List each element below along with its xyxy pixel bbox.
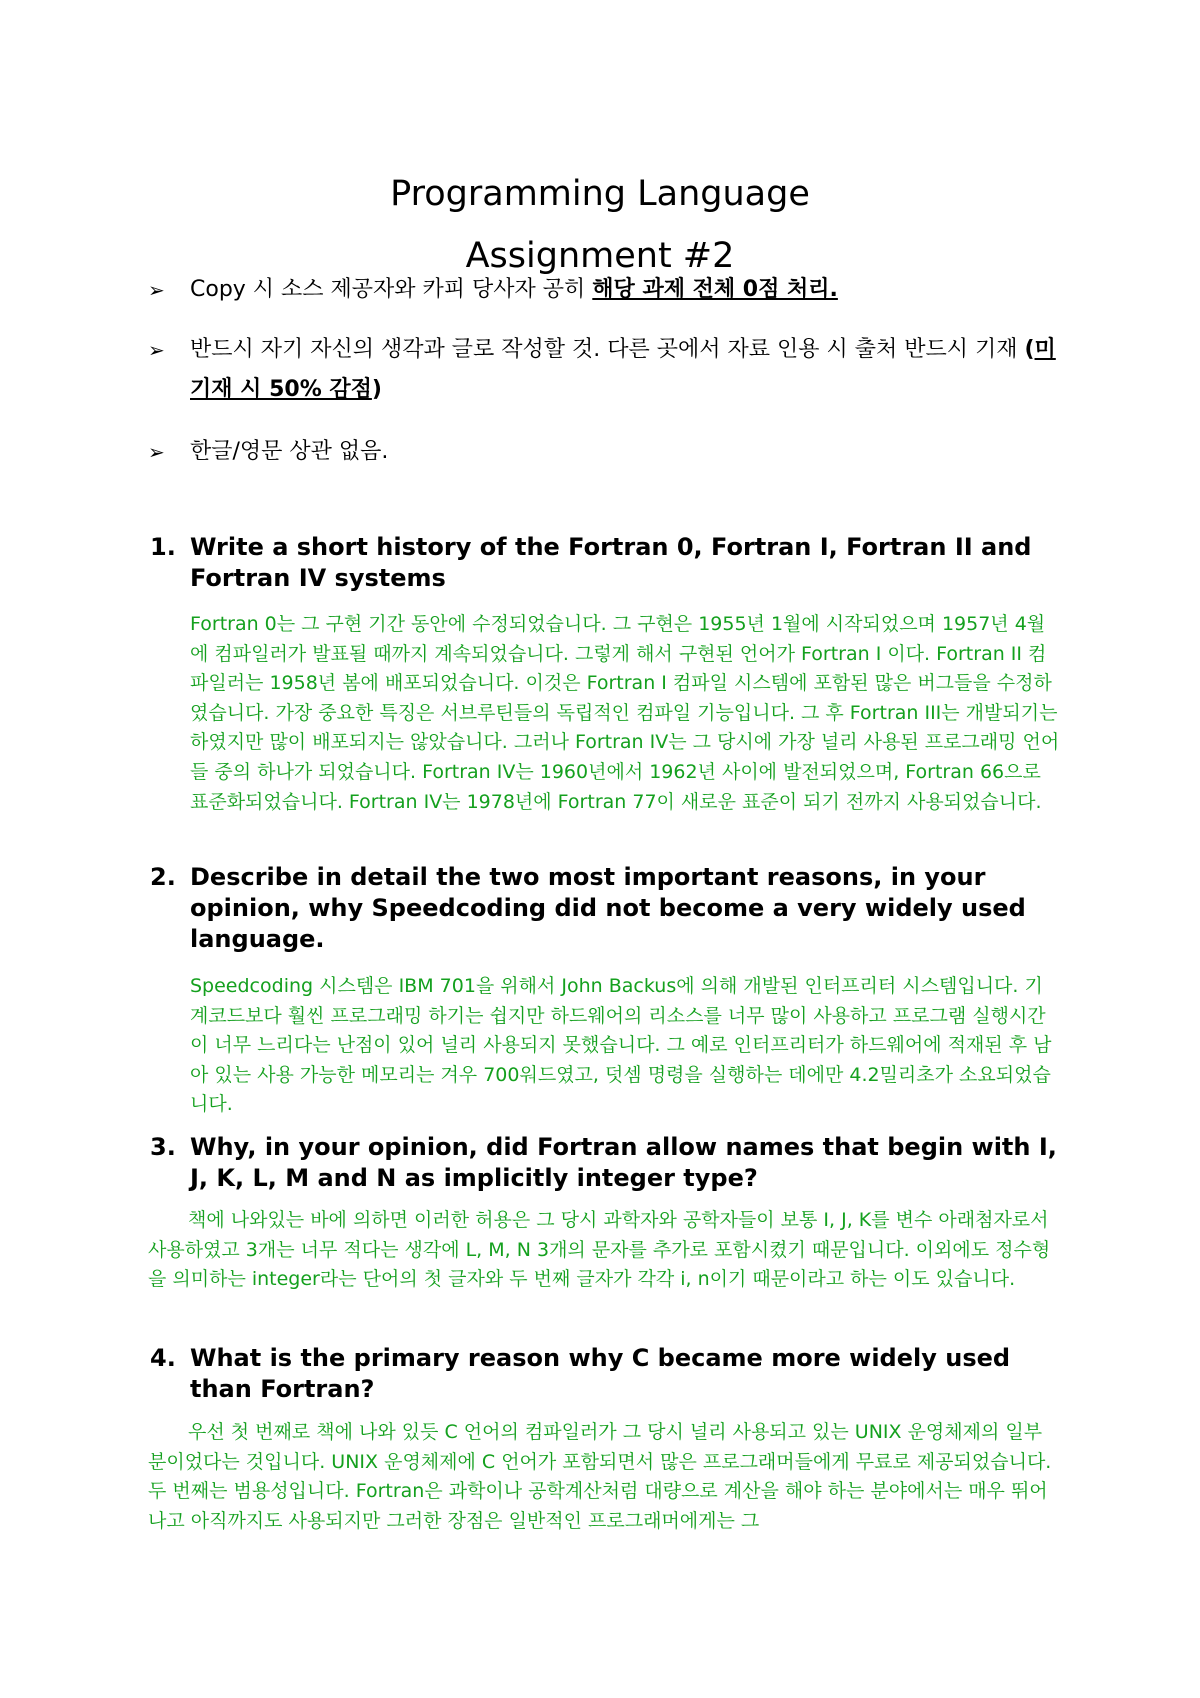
question-text: What is the primary reason why C became more widely used than Fortran? <box>190 1344 1011 1403</box>
answer-1: Fortran 0는 그 구현 기간 동안에 수정되었습니다. 그 구현은 1955년 1월에 시작되었으며 1957년 4월에 컴파일러가 발표될 때까지 계속되었습니다. 그렇게 해서 구현된 언어가 Fortran I 이다. Fortran II 컴파일러는 1958년 봄에 배포되었습니다. 이것은 Fortran I 컴파일 시스템에 포함된 많은 버그들을 수정하였습니다. 가장 중요한 특징은 서브루틴들의 독립적인 컴파일 기능입니다. 그 후 Fortran III는 개발되기는 하였지만 많이 배포되지는 않았습니다. 그러나 Fortran IV는 그 당시에 가장 널리 사용된 프로그래밍 언어들 중의 하나가 되었습니다. Fortran IV는 1960년에서 1962년 사이에 발전되었으며, Fortran 66으로 표준화되었습니다. Fortran IV는 1978년에 Fortran 77이 새로운 표준이 되기 전까지 사용되었습니다. <box>190 613 1060 813</box>
document-subtitle: Assignment #2 <box>465 236 735 276</box>
rule-text: 한글/영문 상관 없음. <box>190 439 389 464</box>
question-text: Write a short history of the Fortran 0, Fortran I, Fortran II and Fortran IV systems <box>190 533 1032 592</box>
question-text: Why, in your opinion, did Fortran allow names that begin with I, J, K, L, M and N as implicitly integer type? <box>190 1133 1057 1192</box>
rule-text: 반드시 자기 자신의 생각과 글로 작성할 것. 다른 곳에서 자료 인용 시 출처 반드시 기재 (미기재 시 50% 감점) <box>190 337 1056 402</box>
arrow-bullet-icon: ➢ <box>148 338 165 362</box>
document-title: Programming Language <box>390 174 810 214</box>
question-number: 3. <box>150 1133 176 1161</box>
arrow-bullet-icon: ➢ <box>148 278 165 302</box>
rule-text: Copy 시 소스 제공자와 카피 당사자 공히 해당 과제 전체 0점 처리. <box>190 277 838 302</box>
rule-penalty: 미기재 시 50% 감점 <box>190 337 1056 402</box>
question-number: 4. <box>150 1344 176 1372</box>
answer-3: 책에 나와있는 바에 의하면 이러한 허용은 그 당시 과학자와 공학자들이 보통 I, J, K를 변수 아래첨자로서 사용하였고 3개는 너무 적다는 생각에 L, M, N 3개의 문자를 추가로 포함시켰기 때문입니다. 이외에도 정수형을 의미하는 integer라는 단어의 첫 글자와 두 번째 글자가 각각 i, n이기 때문이라고 하는 이도 있습니다. <box>148 1209 1051 1291</box>
question-text: Describe in detail the two most important reasons, in your opinion, why Speedcoding did not become a very widely used language. <box>190 863 1026 953</box>
answer-2: Speedcoding 시스템은 IBM 701을 위해서 John Backus에 의해 개발된 인터프리터 시스템입니다. 기계코드보다 훨씬 프로그래밍 하기는 쉽지만 하드웨어의 리소스를 너무 많이 사용하고 프로그램 실행시간이 너무 느리다는 난점이 있어 널리 사용되지 못했습니다. 그 예로 인터프리터가 하드웨어에 적재된 후 남아 있는 사용 가능한 메모리는 겨우 700워드였고, 덧셈 명령을 실행하는 데에만 4.2밀리초가 소요되었습니다. <box>190 975 1052 1116</box>
question-number: 2. <box>150 863 176 891</box>
rule-penalty: 해당 과제 전체 0점 처리. <box>592 277 838 302</box>
question-number: 1. <box>150 533 176 561</box>
answer-4: 우선 첫 번째로 책에 나와 있듯 C 언어의 컴파일러가 그 당시 널리 사용되고 있는 UNIX 운영체제의 일부분이었다는 것입니다. UNIX 운영체제에 C 언어가 포함되면서 많은 프로그래머들에게 무료로 제공되었습니다. 두 번째는 범용성입니다. Fortran은 과학이나 공학계산처럼 대량으로 계산을 해야 하는 분야에서는 매우 뛰어나고 아직까지도 사용되지만 그러한 장점은 일반적인 프로그래머에게는 그 <box>148 1421 1052 1532</box>
arrow-bullet-icon: ➢ <box>148 440 165 464</box>
